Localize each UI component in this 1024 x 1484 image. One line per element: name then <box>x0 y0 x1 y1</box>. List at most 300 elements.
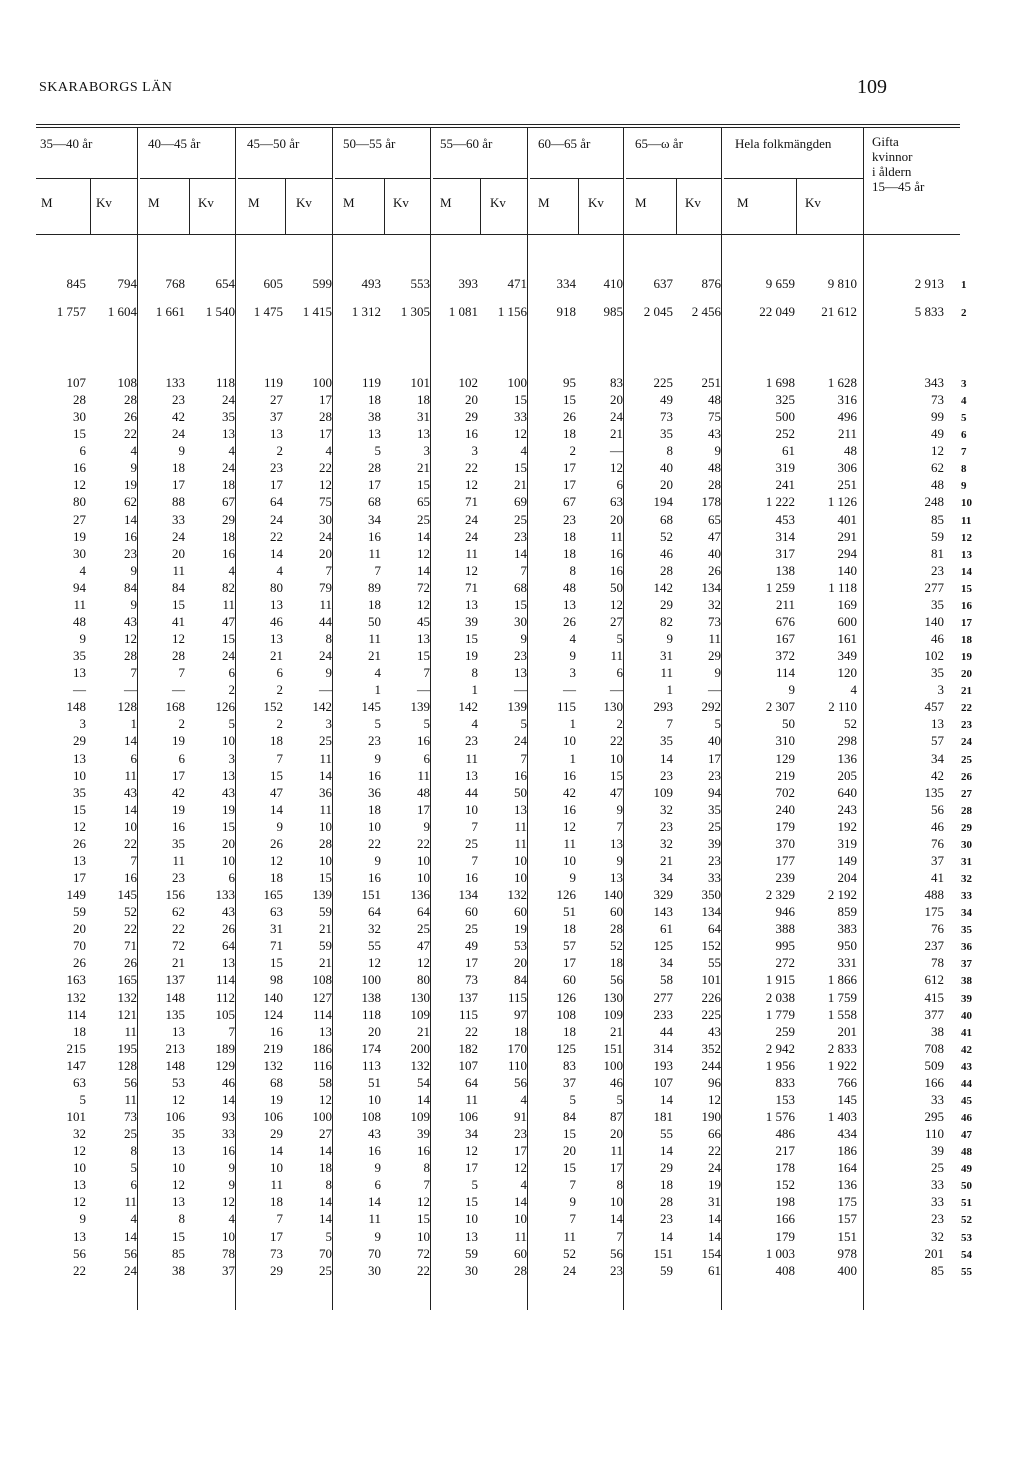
table-cell: 2 942 <box>765 1041 795 1056</box>
table-cell: 78 <box>222 1246 235 1261</box>
table-cell: 24 <box>222 460 235 475</box>
table-cell: 12 <box>417 597 430 612</box>
row-number: 23 <box>961 719 972 731</box>
table-cell: 5 <box>130 1160 137 1175</box>
table-cell: 100 <box>312 375 332 390</box>
table-cell: 108 <box>312 972 332 987</box>
table-cell: 56 <box>610 972 623 987</box>
row-number: 22 <box>961 702 972 714</box>
table-cell: 53 <box>172 1075 185 1090</box>
table-cell: 21 <box>417 460 430 475</box>
table-cell: 80 <box>73 494 86 509</box>
table-cell: 17 <box>514 1143 527 1158</box>
table-cell: 15 <box>172 1229 185 1244</box>
table-cell: 7 <box>616 819 623 834</box>
table-cell: 44 <box>465 785 478 800</box>
table-cell: 73 <box>124 1109 137 1124</box>
table-cell: 4 <box>228 443 235 458</box>
table-cell: 134 <box>458 887 478 902</box>
table-cell: 67 <box>222 494 235 509</box>
table-cell: 71 <box>465 494 478 509</box>
table-cell: 56 <box>124 1075 137 1090</box>
subheader-rule-0 <box>36 178 137 179</box>
table-cell: 7 <box>130 853 137 868</box>
table-cell: 211 <box>775 597 795 612</box>
table-cell: — <box>563 682 576 697</box>
table-cell: 140 <box>837 563 857 578</box>
table-cell: 100 <box>507 375 527 390</box>
table-cell: 4 <box>325 443 332 458</box>
row-number: 35 <box>961 924 972 936</box>
table-cell: 49 <box>660 392 673 407</box>
table-cell: 1 558 <box>827 1007 857 1022</box>
table-cell: 85 <box>931 512 944 527</box>
table-cell: 219 <box>775 768 795 783</box>
table-cell: 19 <box>465 648 478 663</box>
table-cell: 7 <box>471 853 478 868</box>
table-cell: 13 <box>172 1194 185 1209</box>
table-cell: — <box>610 682 623 697</box>
table-cell: 17 <box>319 426 332 441</box>
table-cell: 73 <box>465 972 478 987</box>
table-cell: 14 <box>514 1194 527 1209</box>
table-cell: 148 <box>66 699 86 714</box>
table-cell: 20 <box>660 477 673 492</box>
table-cell: 22 <box>124 836 137 851</box>
table-cell: 26 <box>222 921 235 936</box>
table-cell: 23 <box>931 1211 944 1226</box>
table-cell: 349 <box>837 648 857 663</box>
table-cell: 30 <box>465 1263 478 1278</box>
table-cell: 18 <box>172 460 185 475</box>
table-cell: 84 <box>172 580 185 595</box>
table-cell: 23 <box>660 768 673 783</box>
table-cell: 637 <box>653 276 673 291</box>
table-cell: 11 <box>319 597 332 612</box>
table-cell: 192 <box>837 819 857 834</box>
table-cell: 33 <box>222 1126 235 1141</box>
table-cell: 60 <box>514 904 527 919</box>
table-cell: 80 <box>270 580 283 595</box>
header-bottom-rule <box>36 234 960 235</box>
table-cell: 833 <box>775 1075 795 1090</box>
row-number: 1 <box>961 279 967 291</box>
table-cell: 317 <box>775 546 795 561</box>
table-cell: 130 <box>603 699 623 714</box>
table-cell: 42 <box>931 768 944 783</box>
table-cell: 978 <box>837 1246 857 1261</box>
table-cell: 139 <box>312 887 332 902</box>
table-cell: 112 <box>215 990 235 1005</box>
row-number: 17 <box>961 617 972 629</box>
table-cell: 194 <box>653 494 673 509</box>
table-cell: 85 <box>172 1246 185 1261</box>
table-cell: 6 <box>79 443 86 458</box>
table-cell: 84 <box>563 1109 576 1124</box>
table-cell: 47 <box>270 785 283 800</box>
table-cell: 164 <box>837 1160 857 1175</box>
table-cell: 496 <box>837 409 857 424</box>
table-cell: 1 305 <box>400 304 430 319</box>
table-cell: 10 <box>465 802 478 817</box>
table-cell: 30 <box>368 1263 381 1278</box>
table-cell: 21 <box>172 955 185 970</box>
table-cell: 165 <box>263 887 283 902</box>
table-cell: 40 <box>708 733 721 748</box>
table-cell: 15 <box>270 768 283 783</box>
table-cell: 118 <box>361 1007 381 1022</box>
table-cell: 46 <box>931 819 944 834</box>
table-cell: 17 <box>563 460 576 475</box>
table-cell: 33 <box>931 1092 944 1107</box>
table-cell: 28 <box>124 648 137 663</box>
table-cell: 64 <box>708 921 721 936</box>
table-cell: 6 <box>423 751 430 766</box>
table-cell: 21 <box>319 921 332 936</box>
table-cell: 20 <box>319 546 332 561</box>
table-cell: 12 <box>73 477 86 492</box>
table-cell: — <box>417 682 430 697</box>
row-number: 28 <box>961 805 972 817</box>
table-cell: 16 <box>417 1143 430 1158</box>
table-cell: 1 576 <box>765 1109 795 1124</box>
table-cell: 6 <box>616 665 623 680</box>
sub-m-4: M <box>440 195 452 210</box>
table-cell: 5 <box>714 716 721 731</box>
table-cell: 129 <box>775 751 795 766</box>
table-cell: 43 <box>708 1024 721 1039</box>
table-cell: 30 <box>514 614 527 629</box>
table-cell: 11 <box>708 631 721 646</box>
table-cell: 26 <box>270 836 283 851</box>
row-number: 7 <box>961 446 967 458</box>
table-cell: 70 <box>319 1246 332 1261</box>
table-cell: 62 <box>931 460 944 475</box>
table-cell: 2 192 <box>827 887 857 902</box>
table-cell: 16 <box>270 1024 283 1039</box>
table-cell: 18 <box>563 529 576 544</box>
row-number: 34 <box>961 907 972 919</box>
table-cell: 56 <box>73 1246 86 1261</box>
table-cell: 55 <box>368 938 381 953</box>
table-cell: 18 <box>270 733 283 748</box>
table-cell: 46 <box>222 1075 235 1090</box>
table-cell: 32 <box>660 802 673 817</box>
table-cell: 1 222 <box>765 494 795 509</box>
table-cell: 52 <box>660 529 673 544</box>
table-cell: 80 <box>417 972 430 987</box>
table-cell: 101 <box>66 1109 86 1124</box>
table-cell: 15 <box>172 597 185 612</box>
table-cell: 12 <box>73 819 86 834</box>
table-cell: 13 <box>172 1024 185 1039</box>
table-cell: 186 <box>312 1041 332 1056</box>
table-cell: 201 <box>837 1024 857 1039</box>
table-cell: 4 <box>130 1211 137 1226</box>
table-cell: 6 <box>276 665 283 680</box>
table-cell: 175 <box>837 1194 857 1209</box>
table-cell: 16 <box>368 870 381 885</box>
table-top-rule-inner <box>36 127 960 128</box>
table-cell: 26 <box>73 955 86 970</box>
table-cell: 25 <box>319 1263 332 1278</box>
group-45-50: 45—50 år <box>247 136 300 151</box>
table-cell: 20 <box>368 1024 381 1039</box>
table-cell: 79 <box>319 580 332 595</box>
sub-divider-7 <box>796 178 797 234</box>
table-cell: 181 <box>653 1109 673 1124</box>
table-cell: 149 <box>66 887 86 902</box>
table-cell: 37 <box>931 853 944 868</box>
table-cell: 31 <box>660 648 673 663</box>
table-cell: 102 <box>924 648 944 663</box>
table-cell: 1 <box>471 682 478 697</box>
table-cell: 71 <box>465 580 478 595</box>
table-cell: 240 <box>775 802 795 817</box>
table-cell: 11 <box>172 853 185 868</box>
table-cell: 11 <box>73 597 86 612</box>
table-cell: 201 <box>924 1246 944 1261</box>
table-cell: 46 <box>660 546 673 561</box>
table-cell: 314 <box>653 1041 673 1056</box>
row-number: 14 <box>961 566 972 578</box>
table-cell: 136 <box>837 1177 857 1192</box>
table-cell: 18 <box>417 392 430 407</box>
table-cell: 11 <box>514 819 527 834</box>
table-cell: 24 <box>563 1263 576 1278</box>
table-cell: 67 <box>563 494 576 509</box>
table-cell: 22 <box>172 921 185 936</box>
table-cell: 24 <box>610 409 623 424</box>
table-cell: 50 <box>368 614 381 629</box>
table-cell: 95 <box>563 375 576 390</box>
table-cell: 14 <box>319 1194 332 1209</box>
table-cell: 13 <box>73 1177 86 1192</box>
table-cell: 7 <box>423 1177 430 1192</box>
table-cell: 28 <box>514 1263 527 1278</box>
table-cell: 1 779 <box>765 1007 795 1022</box>
table-cell: 9 <box>616 802 623 817</box>
table-cell: 59 <box>931 529 944 544</box>
table-cell: 34 <box>368 512 381 527</box>
table-cell: 10 <box>222 1229 235 1244</box>
table-cell: 18 <box>222 529 235 544</box>
table-cell: 108 <box>361 1109 381 1124</box>
table-cell: 13 <box>417 631 430 646</box>
table-cell: 23 <box>465 733 478 748</box>
table-cell: 30 <box>319 512 332 527</box>
table-cell: 110 <box>924 1126 944 1141</box>
table-cell: 47 <box>417 938 430 953</box>
group-50-55: 50—55 år <box>343 136 396 151</box>
table-cell: 62 <box>172 904 185 919</box>
table-cell: 34 <box>465 1126 478 1141</box>
sub-m-6: M <box>635 195 647 210</box>
table-cell: 11 <box>465 1092 478 1107</box>
table-cell: 60 <box>514 1246 527 1261</box>
table-cell: 14 <box>270 1143 283 1158</box>
sub-divider-1 <box>189 178 190 234</box>
table-cell: 5 <box>374 716 381 731</box>
table-cell: 14 <box>660 751 673 766</box>
table-cell: 22 <box>610 733 623 748</box>
table-cell: 4 <box>228 563 235 578</box>
table-cell: 11 <box>124 768 137 783</box>
table-cell: 211 <box>837 426 857 441</box>
table-cell: 329 <box>653 887 673 902</box>
table-cell: 29 <box>660 1160 673 1175</box>
table-cell: 60 <box>610 904 623 919</box>
table-cell: 154 <box>701 1246 721 1261</box>
table-cell: 17 <box>368 477 381 492</box>
table-cell: 18 <box>368 597 381 612</box>
table-cell: 7 <box>325 563 332 578</box>
table-cell: 1 922 <box>827 1058 857 1073</box>
table-cell: 135 <box>165 1007 185 1022</box>
table-cell: 553 <box>410 276 430 291</box>
sub-kv-7: Kv <box>805 195 821 210</box>
table-cell: 20 <box>563 1143 576 1158</box>
table-cell: 1 <box>130 716 137 731</box>
table-cell: 213 <box>165 1041 185 1056</box>
table-cell: 239 <box>775 870 795 885</box>
table-cell: 3 <box>471 443 478 458</box>
table-cell: 60 <box>465 904 478 919</box>
table-cell: 25 <box>514 512 527 527</box>
table-cell: 134 <box>701 580 721 595</box>
row-number: 12 <box>961 532 972 544</box>
table-cell: 64 <box>465 1075 478 1090</box>
table-cell: 11 <box>660 665 673 680</box>
table-cell: 5 <box>325 1229 332 1244</box>
table-cell: 13 <box>73 853 86 868</box>
table-cell: 142 <box>312 699 332 714</box>
table-cell: 71 <box>124 938 137 953</box>
table-cell: 127 <box>312 990 332 1005</box>
table-cell: 16 <box>368 768 381 783</box>
table-cell: 148 <box>165 990 185 1005</box>
table-cell: 32 <box>660 836 673 851</box>
group-55-60: 55—60 år <box>440 136 493 151</box>
gifta-line-3: i åldern <box>872 164 912 179</box>
row-number: 24 <box>961 736 972 748</box>
row-number: 40 <box>961 1010 972 1022</box>
table-cell: 12 <box>465 563 478 578</box>
table-cell: 22 <box>465 1024 478 1039</box>
table-cell: 140 <box>263 990 283 1005</box>
table-cell: 174 <box>361 1041 381 1056</box>
table-cell: 11 <box>368 631 381 646</box>
table-cell: 13 <box>563 597 576 612</box>
table-cell: 241 <box>775 477 795 492</box>
table-cell: 10 <box>610 751 623 766</box>
table-cell: 97 <box>514 1007 527 1022</box>
table-cell: 12 <box>563 819 576 834</box>
table-cell: 11 <box>514 1229 527 1244</box>
table-cell: 10 <box>172 1160 185 1175</box>
table-cell: 153 <box>775 1092 795 1107</box>
table-cell: 19 <box>708 1177 721 1192</box>
table-cell: 5 <box>374 443 381 458</box>
table-cell: 9 <box>788 682 795 697</box>
table-cell: 17 <box>172 477 185 492</box>
table-cell: 15 <box>465 631 478 646</box>
table-cell: 25 <box>417 512 430 527</box>
table-cell: 16 <box>368 529 381 544</box>
table-cell: 52 <box>563 1246 576 1261</box>
table-cell: 19 <box>270 1092 283 1107</box>
table-cell: 91 <box>514 1109 527 1124</box>
table-cell: 248 <box>924 494 944 509</box>
table-cell: 195 <box>117 1041 137 1056</box>
table-cell: 39 <box>708 836 721 851</box>
table-cell: 149 <box>837 853 857 868</box>
table-cell: 8 <box>423 1160 430 1175</box>
table-cell: 152 <box>775 1177 795 1192</box>
table-cell: 4 <box>520 443 527 458</box>
table-cell: 676 <box>775 614 795 629</box>
table-cell: 1 604 <box>107 304 137 319</box>
table-cell: 293 <box>653 699 673 714</box>
table-cell: 14 <box>124 1229 137 1244</box>
table-cell: 22 <box>368 836 381 851</box>
table-cell: 105 <box>215 1007 235 1022</box>
table-cell: 12 <box>319 477 332 492</box>
table-cell: 178 <box>775 1160 795 1175</box>
table-cell: 4 <box>228 1211 235 1226</box>
table-cell: 9 659 <box>765 276 795 291</box>
table-cell: 23 <box>514 648 527 663</box>
row-number: 52 <box>961 1214 972 1226</box>
subheader-rule-6 <box>626 178 721 179</box>
table-cell: 488 <box>924 887 944 902</box>
table-cell: 1 956 <box>765 1058 795 1073</box>
table-cell: 5 <box>228 716 235 731</box>
table-cell: 132 <box>410 1058 430 1073</box>
table-cell: 84 <box>514 972 527 987</box>
table-cell: 88 <box>172 494 185 509</box>
table-cell: 219 <box>263 1041 283 1056</box>
table-cell: 13 <box>514 802 527 817</box>
group-35-40: 35—40 år <box>40 136 93 151</box>
table-cell: 23 <box>270 460 283 475</box>
table-cell: 57 <box>563 938 576 953</box>
table-cell: 73 <box>931 392 944 407</box>
table-cell: 30 <box>73 409 86 424</box>
table-cell: 101 <box>701 972 721 987</box>
table-cell: 156 <box>165 887 185 902</box>
table-cell: 130 <box>603 990 623 1005</box>
table-cell: 1 757 <box>56 304 86 319</box>
table-cell: 10 <box>222 853 235 868</box>
table-cell: 708 <box>924 1041 944 1056</box>
table-cell: 4 <box>520 1092 527 1107</box>
table-cell: 12 <box>270 853 283 868</box>
table-cell: 13 <box>73 1229 86 1244</box>
table-cell: 1 259 <box>765 580 795 595</box>
table-cell: 68 <box>660 512 673 527</box>
table-cell: 7 <box>276 1211 283 1226</box>
table-cell: 28 <box>124 392 137 407</box>
sub-divider-3 <box>384 178 385 234</box>
table-cell: 3 <box>228 751 235 766</box>
row-number: 48 <box>961 1146 972 1158</box>
table-cell: 6 <box>130 1177 137 1192</box>
table-cell: 9 <box>374 853 381 868</box>
table-cell: 950 <box>837 938 857 953</box>
table-cell: 48 <box>417 785 430 800</box>
table-cell: 26 <box>563 409 576 424</box>
